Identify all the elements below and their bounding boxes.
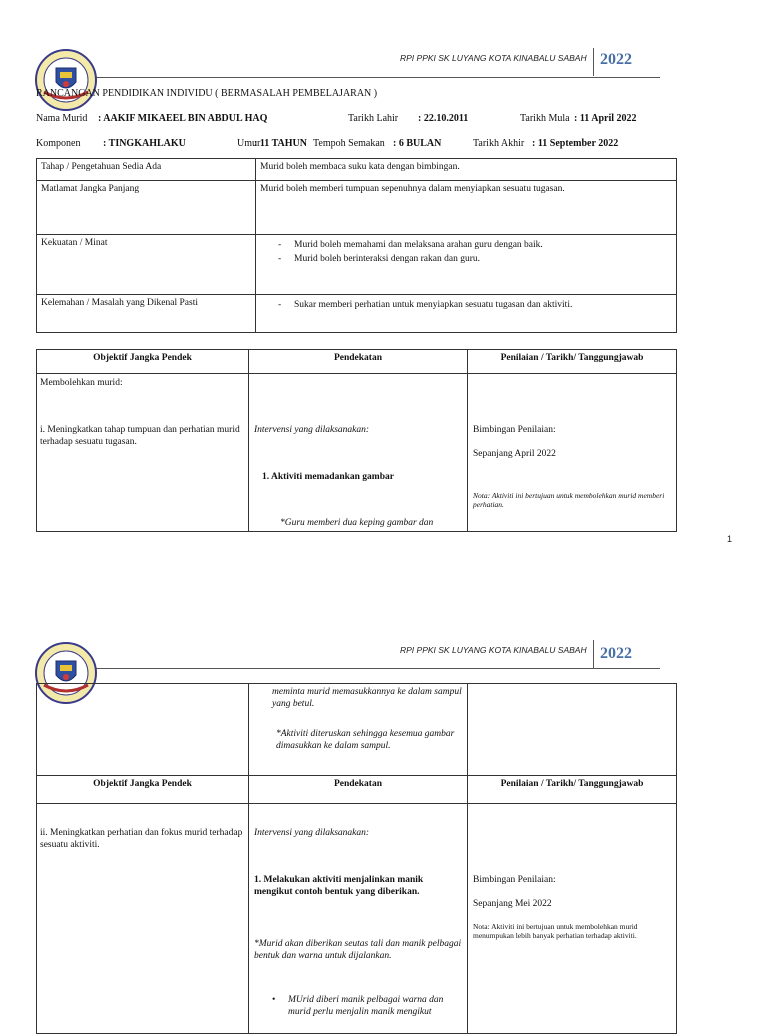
document-title: RANCANGAN PENDIDIKAN INDIVIDU ( BERMASALAH PEMBELAJARAN ) <box>36 88 378 99</box>
student-name-value: : AAKIF MIKAEEL BIN ABDUL HAQ <box>98 113 268 124</box>
header-title: RPI PPKI SK LUYANG KOTA KINABALU SABAH <box>400 53 587 63</box>
profile-row-knowledge <box>37 159 677 181</box>
activity-1-note: *Guru memberi dua keping gambar dan <box>280 518 434 528</box>
objective-header-row <box>37 350 677 374</box>
age-label: Umur <box>237 138 261 149</box>
activity-1-title: 1. Aktiviti memadankan gambar <box>262 472 394 482</box>
profile-row-goal <box>37 181 677 235</box>
objective-cell <box>37 374 249 532</box>
header-divider <box>593 48 594 76</box>
evaluation-date: Sepanjang Mei 2022 <box>473 899 552 909</box>
age-value: : 11 TAHUN <box>254 138 307 149</box>
objective-header-row <box>37 776 677 804</box>
review-period-label: Tempoh Semakan <box>313 138 385 149</box>
profile-label: Kelemahan / Masalah yang Dikenal Pasti <box>37 295 256 333</box>
header-rule <box>36 668 660 669</box>
evaluation-cell <box>468 684 677 776</box>
evaluation-cell <box>468 804 677 1034</box>
evaluation-date: Sepanjang April 2022 <box>473 449 556 459</box>
header-evaluation: Penilaian / Tarikh/ Tanggungjawab <box>468 776 677 804</box>
activity-1-title: 1. Melakukan aktiviti menjalinkan manik mengikut contoh bentuk yang diberikan. <box>254 875 424 897</box>
objective-2: ii. Meningkatkan perhatian dan fokus murid terhadap sesuatu aktiviti. <box>40 828 243 850</box>
header-title: RPI PPKI SK LUYANG KOTA KINABALU SABAH <box>400 645 587 655</box>
approach-cell <box>249 374 468 532</box>
header-year: 2022 <box>600 51 632 68</box>
profile-list-cell <box>256 295 677 333</box>
header-evaluation: Penilaian / Tarikh/ Tanggungjawab <box>468 350 677 374</box>
list-item: - Murid boleh berinteraksi dengan rakan dan guru. <box>260 252 672 266</box>
header-rule <box>36 77 660 78</box>
header-objective: Objektif Jangka Pendek <box>37 776 249 804</box>
page-number: 1 <box>727 534 733 544</box>
continuation-text-2: *Aktiviti diteruskan sehingga kesemua gambar dimasukkan ke dalam sampul. <box>276 729 455 751</box>
header-approach: Pendekatan <box>249 350 468 374</box>
school-crest-logo <box>34 48 98 112</box>
dob-value: : 22.10.2011 <box>418 113 469 124</box>
list-item: - Sukar memberi perhatian untuk menyiapkan sesuatu tugasan dan aktiviti. <box>260 298 672 312</box>
intervention-label: Intervensi yang dilaksanakan: <box>254 425 370 435</box>
end-date-value: : 11 September 2022 <box>532 138 619 149</box>
objective-1: i. Meningkatkan tahap tumpuan dan perhatian murid terhadap sesuatu tugasan. <box>40 425 240 447</box>
header-divider <box>593 640 594 668</box>
evaluation-note: Nota: Aktiviti ini bertujuan untuk membolehkan murid menumpukan lebih banyak perhatian terhadap aktiviti. <box>473 922 638 940</box>
student-name-label: Nama Murid <box>36 113 88 124</box>
end-date-label: Tarikh Akhir <box>473 138 525 149</box>
start-date-value: : 11 April 2022 <box>574 113 637 124</box>
start-date-label: Tarikh Mula <box>520 113 570 124</box>
list-item: - Murid boleh memahami dan melaksana arahan guru dengan baik. <box>260 238 672 252</box>
header-objective: Objektif Jangka Pendek <box>37 350 249 374</box>
objective-cell <box>37 684 249 776</box>
profile-text: Murid boleh membaca suku kata dengan bimbingan. <box>256 159 677 181</box>
continuation-text-1: meminta murid memasukkannya ke dalam sampul yang betul. <box>272 687 462 709</box>
bullet-dot-icon: • <box>272 995 276 1005</box>
component-value: : TINGKAHLAKU <box>103 138 186 149</box>
evaluation-label: Bimbingan Penilaian: <box>473 875 556 885</box>
objective-intro: Membolehkan murid: <box>40 378 123 388</box>
evaluation-note: Nota: Aktiviti ini bertujuan untuk membolehkan murid memberi perhatian. <box>473 491 665 509</box>
profile-text: Murid boleh memberi tumpuan sepenuhnya dalam menyiapkan sesuatu tugasan. <box>256 181 677 235</box>
profile-row-strengths <box>37 235 677 295</box>
component-label: Komponen <box>36 138 81 149</box>
header-year: 2022 <box>600 645 632 662</box>
bullet-item: MUrid diberi manik pelbagai warna dan murid perlu menjalin manik mengikut <box>288 995 444 1017</box>
profile-label: Kekuatan / Minat <box>37 235 256 295</box>
evaluation-label: Bimbingan Penilaian: <box>473 425 556 435</box>
activity-note: *Murid akan diberikan seutas tali dan manik pelbagai bentuk dan warna untuk dijalankan. <box>254 939 462 961</box>
profile-label: Tahap / Pengetahuan Sedia Ada <box>37 159 256 181</box>
profile-list-cell <box>256 235 677 295</box>
profile-table <box>36 158 677 333</box>
intervention-label: Intervensi yang dilaksanakan: <box>254 828 370 838</box>
dob-label: Tarikh Lahir <box>348 113 399 124</box>
profile-label: Matlamat Jangka Panjang <box>37 181 256 235</box>
profile-row-weakness <box>37 295 677 333</box>
review-period-value: : 6 BULAN <box>393 138 442 149</box>
header-approach: Pendekatan <box>249 776 468 804</box>
